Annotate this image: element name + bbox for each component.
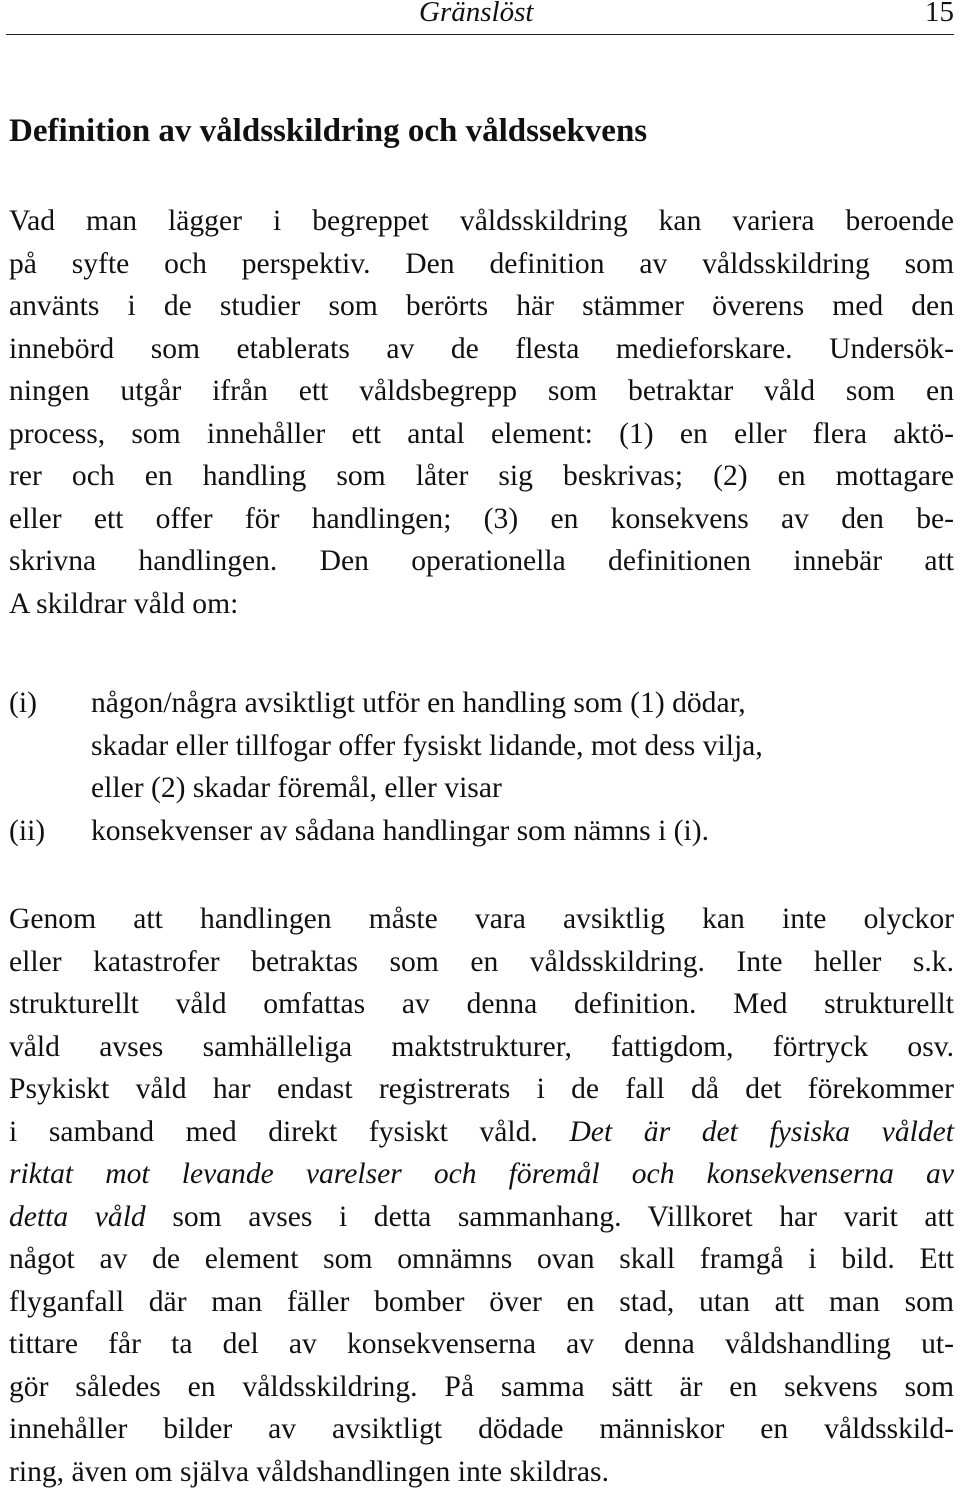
- text-line: eller ett offer för handlingen; (3) en konsekvens av den be-: [9, 502, 954, 535]
- text-line: process, som innehåller ett antal element: (1) en eller flera aktö-: [9, 417, 954, 450]
- text-segment: som avses i detta sammanhang. Villkoret har varit att: [172, 1200, 954, 1233]
- paragraph-scope: [9, 898, 954, 1493]
- paragraph-definition: [9, 200, 954, 625]
- emphasis-text: detta våld: [9, 1200, 146, 1233]
- text-line: gör således en våldsskildring. På samma sätt är en sekvens som: [9, 1370, 954, 1403]
- list-marker: (i): [9, 687, 37, 719]
- text-line: något av de element som omnämns ovan skall framgå i bild. Ett: [9, 1243, 954, 1275]
- text-line: konsekvenser av sådana handlingar som nämns i (i).: [91, 814, 710, 847]
- text-line: Vad man lägger i begreppet våldsskildring kan variera beroende: [9, 205, 954, 237]
- running-title: Gränslöst: [419, 0, 534, 28]
- text-line: eller katastrofer betraktas som en våldsskildring. Inte heller s.k.: [9, 945, 954, 978]
- text-line: innehåller bilder av avsiktligt dödade människor en våldsskild-: [9, 1413, 954, 1445]
- text-line: eller (2) skadar föremål, eller visar: [91, 772, 502, 804]
- list-item-text: [91, 682, 954, 810]
- text-line: innebörd som etablerats av de flesta medieforskare. Undersök-: [9, 332, 954, 365]
- page-number: 15: [925, 0, 954, 28]
- text-line: ningen utgår ifrån ett våldsbegrepp som betraktar våld som en: [9, 375, 954, 407]
- text-line-emphasis: [9, 1153, 954, 1196]
- emphasis-text: riktat mot levande varelser och föremål och konsekvenserna av: [9, 1158, 954, 1190]
- text-line: A skildrar våld om:: [9, 587, 239, 620]
- text-segment: i samband med direkt fysiskt våld.: [9, 1115, 538, 1148]
- text-line: skadar eller tillfogar offer fysiskt lidande, mot dess vilja,: [91, 729, 763, 762]
- text-line: skrivna handlingen. Den operationella definitionen innebär att: [9, 545, 954, 577]
- text-line: strukturellt våld omfattas av denna definition. Med strukturellt: [9, 988, 954, 1020]
- text-line: rer och en handling som låter sig beskrivas; (2) en mottagare: [9, 460, 954, 492]
- text-line: våld avses samhälleliga maktstrukturer, fattigdom, förtryck osv.: [9, 1030, 954, 1063]
- criteria-list: [9, 682, 954, 852]
- text-line: tittare får ta del av konsekvenserna av denna våldshandling ut-: [9, 1328, 954, 1360]
- section-title: Definition av våldsskildring och våldssekvens: [9, 113, 648, 149]
- list-item: [9, 810, 954, 853]
- text-line: Genom att handlingen måste vara avsiktlig kan inte olyckor: [9, 903, 954, 935]
- text-line: använts i de studier som berörts här stämmer överens med den: [9, 290, 954, 322]
- list-item-text: [91, 810, 954, 853]
- text-line-with-emphasis: [9, 1111, 954, 1154]
- list-item: [9, 682, 954, 810]
- emphasis-text: Det är det fysiska våldet: [569, 1115, 954, 1148]
- text-line: på syfte och perspektiv. Den definition av våldsskildring som: [9, 247, 954, 280]
- text-line-with-emphasis: [9, 1196, 954, 1239]
- page-header: [6, 0, 954, 35]
- text-line: ring, även om själva våldshandlingen inte skildras.: [9, 1455, 609, 1488]
- text-line: Psykiskt våld har endast registrerats i de fall då det förekommer: [9, 1073, 954, 1105]
- list-marker: (ii): [9, 814, 46, 847]
- text-line: flyganfall där man fäller bomber över en stad, utan att man som: [9, 1285, 954, 1318]
- text-line: någon/några avsiktligt utför en handling som (1) dödar,: [91, 687, 746, 719]
